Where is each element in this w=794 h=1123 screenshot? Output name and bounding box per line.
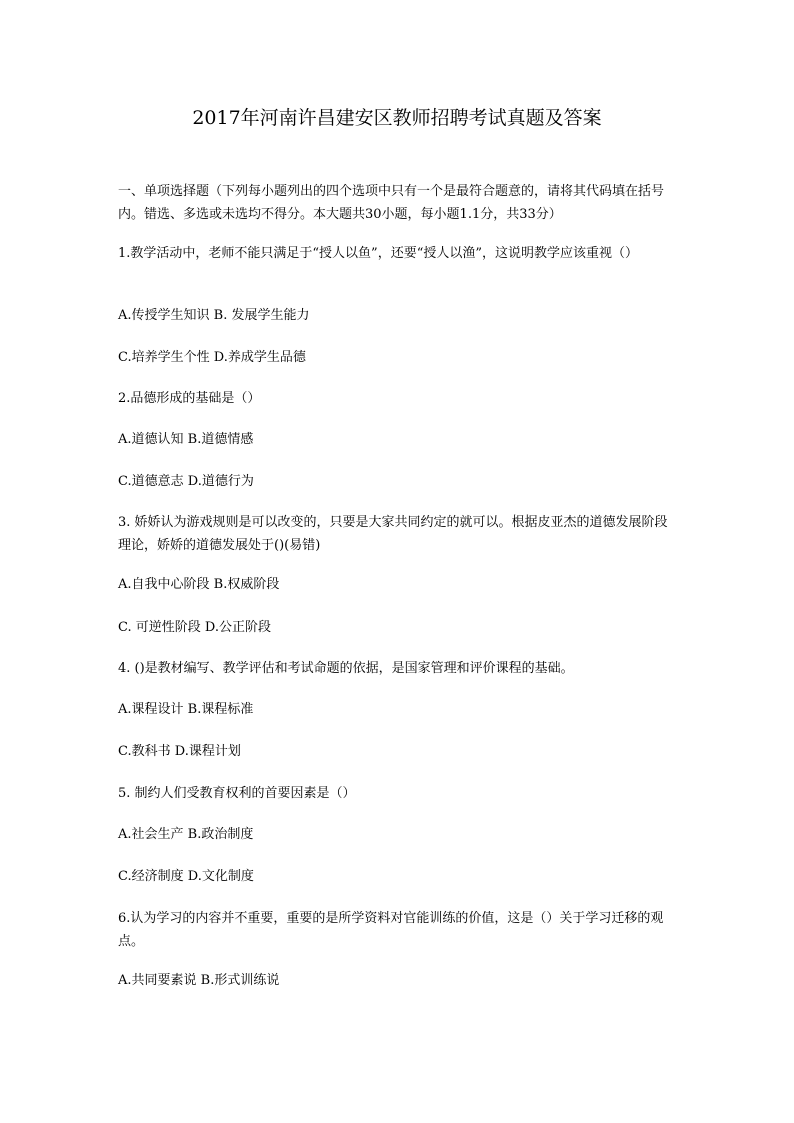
question-6-stem: 6.认为学习的内容并不重要，重要的是所学资料对官能训练的价值，这是（）关于学习迁移的观点。: [118, 911, 664, 949]
question-5-options-cd: C.经济制度 D.文化制度: [118, 869, 254, 884]
question-3-stem: 3. 娇娇认为游戏规则是可以改变的，只要是大家共同约定的就可以。根据皮亚杰的道德发展阶段理论，娇娇的道德发展处于()(易错): [118, 515, 668, 553]
question-1-options-ab: A.传授学生知识 B. 发展学生能力: [118, 308, 310, 323]
question-4-options-cd: C.教科书 D.课程计划: [118, 744, 241, 759]
question-4-options-ab: A.课程设计 B.课程标准: [118, 702, 254, 717]
question-5-stem: 5. 制约人们受教育权利的首要因素是（）: [118, 786, 356, 801]
question-2-options-cd: C.道德意志 D.道德行为: [118, 474, 254, 489]
document-title: 2017年河南许昌建安区教师招聘考试真题及答案: [192, 107, 602, 129]
question-1-stem: 1.教学活动中，老师不能只满足于“授人以鱼”，还要“授人以渔”，这说明教学应该重视（）: [118, 246, 638, 261]
question-4-stem: 4. ()是教材编写、教学评估和考试命题的依据，是国家管理和评价课程的基础。: [118, 661, 574, 676]
question-1-options-cd: C.培养学生个性 D.养成学生品德: [118, 350, 306, 365]
question-6-options-ab: A.共同要素说 B.形式训练说: [118, 973, 280, 988]
question-5-options-ab: A.社会生产 B.政治制度: [118, 827, 254, 842]
question-3-options-ab: A.自我中心阶段 B.权威阶段: [118, 577, 280, 592]
question-2-stem: 2.品德形成的基础是（）: [118, 391, 261, 406]
question-2-options-ab: A.道德认知 B.道德情感: [118, 432, 254, 447]
question-3-options-cd: C. 可逆性阶段 D.公正阶段: [118, 620, 271, 635]
section-heading: 一、单项选择题（下列每小题列出的四个选项中只有一个是最符合题意的，请将其代码填在括号内。错选、多选或未选均不得分。本大题共30小题，每小题1.1分，共33分）: [118, 184, 665, 222]
